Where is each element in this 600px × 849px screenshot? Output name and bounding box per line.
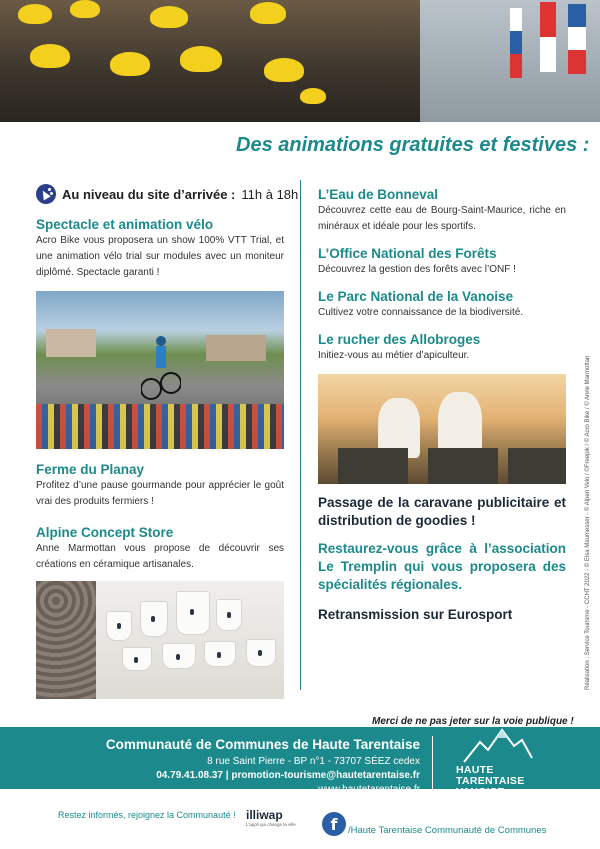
right-column — [318, 186, 566, 624]
section-title: Le rucher des Allobroges — [318, 332, 481, 347]
section-text: Initiez-vous au métier d’apiculteur. — [318, 350, 470, 361]
section-rucher — [318, 331, 566, 364]
illiwap-tagline: L’appli qui change la ville — [246, 822, 296, 827]
caravane-text: Passage de la caravane publicitaire et distribution de goodies ! — [318, 495, 566, 528]
join-community-text: Restez informés, rejoignez la Communauté ! — [58, 810, 236, 820]
arrival-site-heading — [36, 184, 299, 204]
section-text: Cultivez votre connaissance de la biodiversité. — [318, 307, 524, 318]
left-column — [36, 184, 299, 699]
ceramics-photo — [36, 581, 284, 699]
beekeeper-photo — [318, 374, 566, 484]
section-alpine — [36, 524, 284, 573]
section-text: Acro Bike vous proposera un show 100% VTT Trial, et une animation vélo trial sur modules avec un moniteur diplômé. Spectacle garanti ! — [36, 235, 284, 278]
restaurez-text: Restaurez-vous grâce à l’association Le Tremplin qui vous proposera des spécialités régionales. — [318, 541, 566, 592]
litter-note: Merci de ne pas jeter sur la voie publique ! — [372, 716, 574, 727]
section-title: Le Parc National de la Vanoise — [318, 289, 514, 304]
illiwap-logo[interactable] — [246, 808, 296, 827]
logo-line-1: HAUTE — [456, 764, 494, 776]
footer-org-name: Communauté de Communes de Haute Tarentaise — [105, 737, 420, 752]
footer-website[interactable]: www.hautetarentaise.fr — [318, 784, 420, 795]
facebook-icon[interactable]: f — [322, 812, 346, 836]
section-onf — [318, 245, 566, 278]
section-title: Alpine Concept Store — [36, 525, 174, 540]
footer-address: 8 rue Saint Pierre - BP n°1 - 73707 SÉEZ cedex — [207, 756, 420, 767]
section-text: Anne Marmottan vous propose de découvrir ses créations en céramique artisanales. — [36, 543, 284, 570]
section-title: L’Office National des Forêts — [318, 246, 497, 261]
arrival-site-label: Au niveau du site d’arrivée : — [62, 186, 236, 202]
section-title: L’Eau de Bonneval — [318, 187, 439, 202]
arrival-site-hours: 11h à 18h — [241, 186, 299, 202]
footer-divider — [432, 736, 433, 794]
column-divider — [300, 180, 301, 690]
section-ferme — [36, 461, 284, 510]
section-title: Spectacle et animation vélo — [36, 217, 214, 232]
retransmission-text: Retransmission sur Eurosport — [318, 607, 513, 622]
section-text: Profitez d’une pause gourmande pour apprécier le goût vrai des produits fermiers ! — [36, 480, 284, 507]
illiwap-name: illiwap — [246, 808, 283, 822]
logo-line-2: TARENTAISE — [456, 775, 525, 787]
footer-contact[interactable]: 04.79.41.08.37 | promotion-tourisme@hautetarentaise.fr — [156, 770, 420, 781]
mountain-logo-icon — [462, 728, 534, 766]
facebook-page-link[interactable]: /Haute Tarentaise Communauté de Communes — [348, 825, 547, 836]
section-text: Découvrez cette eau de Bourg-Saint-Maurice, riche en minéraux et idéale pour les sportifs. — [318, 205, 566, 232]
party-popper-icon — [36, 184, 56, 204]
page-headline: Des animations gratuites et festives : — [236, 134, 590, 156]
photo-credit: Réalisation : Service Tourisme - CCHT 2022 - © Elsa Maumesser - © Alpen Velo / ©Freepik / © Acro Bike / © Anne Marmottan — [585, 355, 591, 690]
hero-photo — [0, 0, 600, 122]
section-text: Découvrez la gestion des forêts avec l’ONF ! — [318, 264, 516, 275]
bike-show-photo — [36, 291, 284, 449]
section-velo — [36, 216, 284, 281]
section-vanoise — [318, 288, 566, 321]
section-bonneval — [318, 186, 566, 235]
section-title: Ferme du Planay — [36, 462, 145, 477]
logo-line-3: VANOISE — [456, 786, 505, 798]
